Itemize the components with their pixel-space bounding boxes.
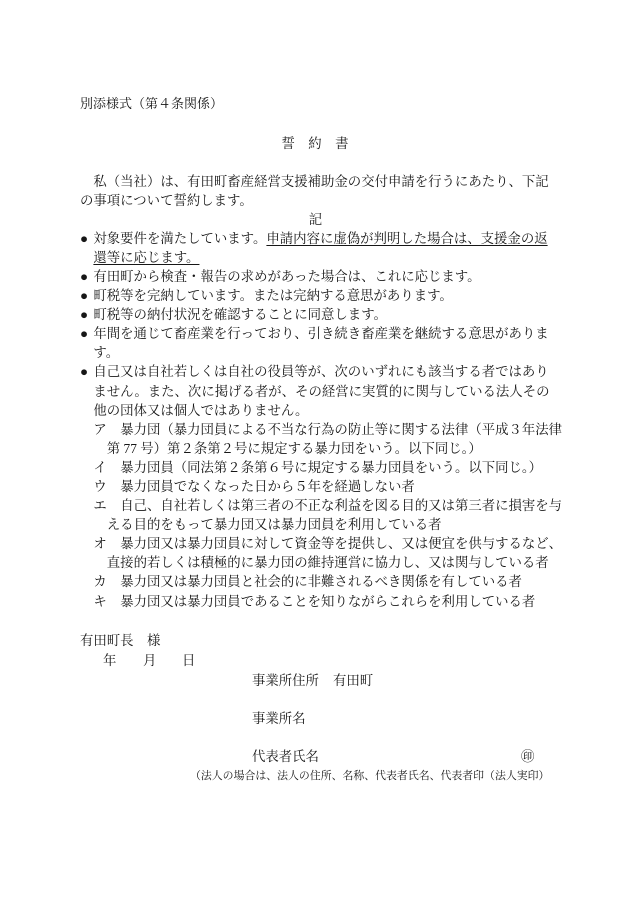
business-name-label: 事業所名 — [252, 710, 306, 726]
exclusion-item-a-text: 暴力団（暴力団員による不当な行為の防止等に関する法律（平成３年法律 — [120, 421, 563, 437]
intro-line-2: の事項について誓約します。 — [80, 192, 253, 208]
exclusion-item-o-line-1 — [80, 534, 563, 553]
pledge-item-4-text: 町税等の納付状況を確認することに同意します。 — [93, 307, 387, 323]
pledge-item-1-line-2 — [80, 248, 551, 267]
exclusion-item-e-line-1 — [80, 496, 563, 515]
bullet-marker: ● — [80, 326, 89, 342]
exclusion-marker: オ — [93, 536, 107, 552]
exclusion-marker: キ — [93, 593, 107, 609]
exclusion-item-i-text: 暴力団員（同法第２条第６号に規定する暴力団員をいう。以下同じ。） — [120, 459, 542, 475]
ki-label: 記 — [308, 211, 323, 227]
pledge-item-5-text: 年間を通じて畜産業を行っており、引き続き畜産業を継続する意思がありま — [93, 326, 549, 342]
exclusion-marker: カ — [93, 574, 107, 590]
pledge-item-1-underlined-text: 申請内容に虚偽が判明した場合は、支援金の返 — [266, 230, 548, 246]
document-body — [80, 172, 563, 611]
exclusion-marker: ウ — [93, 479, 107, 494]
pledge-item-1-text: 対象要件を満たしています。 — [93, 230, 267, 246]
business-address-value: 有田町 — [333, 672, 374, 688]
intro-line-1: 私（当社）は、有田町畜産経営支援補助金の交付申請を行うにあたり、下記 — [93, 173, 549, 189]
pledge-item-1-underlined-continuation: 還等に応じます。 — [93, 249, 200, 265]
exclusion-item-ka — [80, 572, 551, 591]
date-month-label: 月 — [143, 652, 157, 668]
date-year-label: 年 — [103, 652, 117, 668]
exclusion-item-e-text: 自己、自社若しくは第三者の不正な利益を図る目的又は第三者に損害を与 — [120, 498, 563, 514]
pledge-item-6-line-1 — [80, 362, 551, 381]
pledge-item-2 — [80, 267, 551, 286]
bullet-marker: ● — [80, 288, 89, 304]
bullet-marker: ● — [80, 230, 89, 246]
exclusion-item-u — [80, 477, 551, 496]
addressee: 有田町長 様 — [80, 632, 161, 648]
pledge-item-2-text: 有田町から検査・報告の求めがあった場合は、これに応じます。 — [93, 268, 481, 284]
seal-mark: ㊞ — [521, 748, 535, 764]
form-label: 別添様式（第４条関係） — [80, 95, 224, 111]
exclusion-item-o-text: 暴力団又は暴力団員に対して資金等を提供し、又は便宜を供与するなど、 — [120, 536, 563, 552]
pledge-item-4 — [80, 305, 551, 324]
date-day-label: 日 — [182, 652, 196, 668]
exclusion-marker: エ — [93, 498, 107, 514]
exclusion-item-a-line-1 — [80, 420, 563, 439]
pledge-item-6-line-2: ません。また、次に掲げる者が、その経営に実質的に関与している法人その — [93, 383, 550, 399]
exclusion-item-u-text: 暴力団員でなくなった日から５年を経過しない者 — [120, 479, 415, 494]
pledge-item-1-line-1 — [80, 229, 551, 248]
pledge-item-3 — [80, 286, 551, 305]
representative-name-label: 代表者氏名 — [252, 748, 319, 764]
exclusion-item-i — [80, 458, 551, 477]
bullet-marker: ● — [80, 364, 89, 380]
pledge-item-3-text: 町税等を完納しています。または完納する意思があります。 — [93, 288, 453, 304]
exclusion-marker: ア — [93, 421, 107, 437]
corporate-note: （法人の場合は、法人の住所、名称、代表者氏名、代表者印（法人実印） — [190, 769, 550, 782]
document-title: 誓 約 書 — [281, 135, 349, 151]
bullet-marker: ● — [80, 307, 89, 323]
pledge-item-6-line-3: 他の団体又は個人ではありません。 — [93, 402, 309, 418]
pledge-item-5-line-1 — [80, 324, 551, 343]
exclusion-item-ki-text: 暴力団又は暴力団員であることを知りながらこれらを利用している者 — [120, 593, 536, 609]
exclusion-item-a-line-2: 第 77 号）第２条第２号に規定する暴力団をいう。以下同じ。） — [106, 440, 482, 456]
exclusion-marker: イ — [93, 459, 107, 475]
exclusion-item-e-line-2: える目的をもって暴力団又は暴力団員を利用している者 — [106, 517, 442, 533]
exclusion-item-ka-text: 暴力団又は暴力団員と社会的に非難されるべき関係を有している者 — [120, 574, 522, 590]
exclusion-item-o-line-2: 直接的若しくは積極的に暴力団の維持運営に協力し、又は関与している者 — [106, 555, 549, 571]
pledge-item-6-text: 自己又は自社若しくは自社の役員等が、次のいずれにも該当する者ではあり — [93, 364, 549, 380]
pledge-item-5-line-2: す。 — [93, 345, 120, 361]
business-address-label: 事業所住所 — [252, 672, 319, 688]
exclusion-item-ki — [80, 592, 551, 611]
bullet-marker: ● — [80, 268, 89, 284]
